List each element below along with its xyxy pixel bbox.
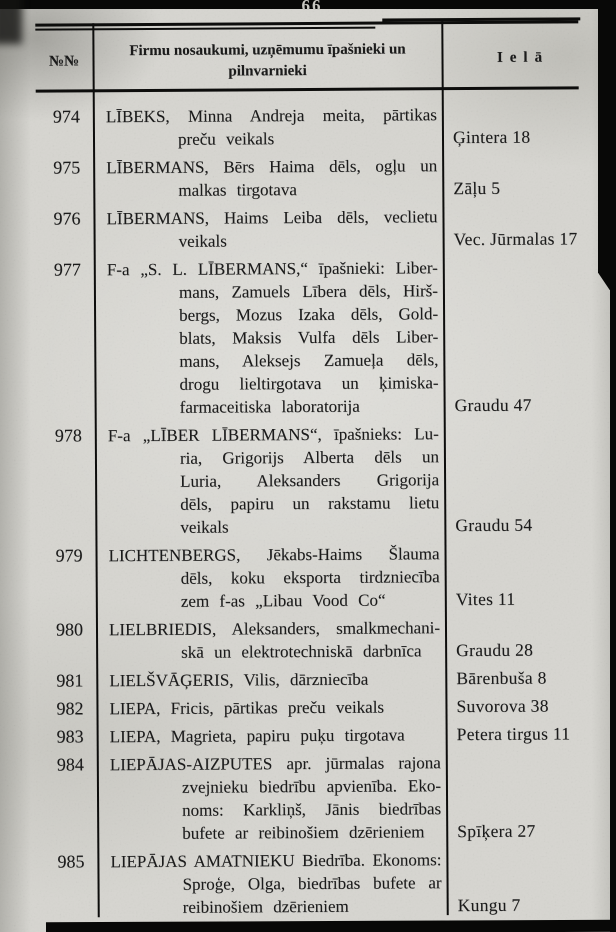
firm-description [93,154,442,202]
table-row [36,102,596,151]
table-row [39,615,599,664]
firm-description [96,667,445,692]
table-row [36,204,596,253]
firm-line: F-a „LĪBER LĪBERMANS“, īpašnieks: Lu- [107,424,439,446]
row-number: 983 [56,726,84,747]
firm-line: reibinošiem dzērieniem [182,896,349,917]
scan-corner-blot [0,0,22,44]
firm-line: mans, Aleksejs Zamueļa dēls, [179,350,439,371]
street-address: Kungu 7 [457,894,521,916]
street-address: Suvorova 38 [456,695,549,717]
firm-description [96,695,445,720]
row-number: 974 [52,106,80,127]
firm-line: LIEPA, Fricis, pārtikas preču veikals [109,697,385,719]
table-rule-header-bottom [36,86,579,92]
row-number: 981 [56,670,84,691]
firm-line: preču veikals [177,129,275,149]
firm-description [93,205,442,253]
firm-line: dēls, papiru un rakstamu lietu [180,493,440,514]
street-address: Graudu 54 [455,514,533,536]
page-number-text: 66 [301,0,323,10]
table-row [38,541,598,613]
firm-line: zem f-as „Libau Vood Co“ [180,590,386,611]
scan-edge-right-upper [598,0,616,290]
street-address: Petera tirgus 11 [456,723,571,745]
row-number: 975 [53,157,81,178]
scan-edge-right-lower [610,282,616,932]
table-row [38,421,599,539]
firm-line: LIELBRIEDIS, Aleksanders, smalkmechani- [108,618,441,640]
firm-line: Sproģe, Olga, biedrības bufete ar [182,873,442,894]
column-header-firm [93,39,441,83]
firm-description [93,103,442,151]
firm-line: mans, Zamuels Lībera dēls, Hirš- [178,281,438,302]
firm-description [97,751,447,845]
street-address: Graudu 47 [454,394,532,416]
table-rows [36,102,601,924]
row-number: 980 [55,619,84,640]
table-row [40,847,600,919]
street-address: Bārenbuša 8 [456,667,547,689]
firm-line: ria, Grigorijs Alberta dēls un [179,447,440,468]
firm-line: zvejnieku biedrību apvienība. Eko- [181,776,442,797]
firm-line: F-a „S. L. LĪBERMANS,“ īpašnieki: Liber- [106,258,438,280]
table-row [40,750,601,845]
table-row [36,153,596,202]
row-number: 984 [56,754,84,775]
firm-line: bergs, Mozus Izaka dēls, Gold- [179,304,439,325]
street-address: Ģintera 18 [452,126,531,148]
firm-line: LĪBEKS, Minna Andreja meita, pārtikas [105,105,437,127]
street-address: Vites 11 [455,588,516,610]
firm-line: LIEPA, Magrieta, papiru puķu tirgotava [109,725,405,747]
column-header-number: №№ [48,53,80,70]
table-rule-top [35,20,578,26]
street-address: Graudu 28 [456,639,534,661]
firm-line: malkas tirgotava [178,180,297,200]
table-row [40,722,600,748]
row-number: 985 [57,851,85,872]
firm-description [95,542,444,613]
firm-line: dēls, koku eksporta tirdzniecība [180,567,440,588]
street-address: Vec. Jūrmalas 17 [453,228,578,250]
column-header-street: Ielā [496,49,550,66]
firm-line: veikals [178,231,227,251]
row-number: 977 [53,259,81,280]
firm-line: farmaceitiska laboratorija [179,396,360,417]
row-number: 976 [53,208,81,229]
firm-line: LIELŠVĀĢERIS, Vilis, dārzniecība [109,669,369,691]
firm-description [97,723,446,748]
column-header-firm-line2: pilnvarnieki [228,63,307,80]
page-number [282,0,342,10]
row-number: 979 [55,545,83,566]
column-header-firm-line1: Firmu nosaukumi, uzņēmumu īpašnieki un [129,41,406,60]
row-number: 978 [54,425,82,446]
firm-line: drogu lieltirgotava un ķimiska- [179,373,439,394]
firm-line: bufete ar reibinošiem dzērieniem [182,822,425,843]
row-number: 982 [56,698,84,719]
firm-line: LĪBERMANS, Bērs Haima dēls, ogļu un [106,156,438,178]
firm-description [97,848,446,919]
firm-line: Luria, Aleksanders Grigorija [180,470,440,491]
table-row [39,666,599,692]
firm-line: noms: Karkliņš, Jānis biedrības [182,799,442,820]
firm-line: LICHTENBERGS, Jēkabs-Haims Šlauma [108,544,440,566]
street-address: Zāļu 5 [453,177,501,199]
table-rule-top-echo [35,27,375,31]
firm-line: LĪBERMANS, Haims Leiba dēls, veclietu [106,207,438,229]
firm-line: veikals [180,517,229,537]
scan-edge-bottom [46,920,616,932]
firm-line: skā un elektrotechniskā darbnīca [181,641,422,662]
table-row [37,255,598,419]
table-row [39,694,599,720]
firm-description [94,256,444,419]
street-address: Spīķera 27 [457,820,536,842]
firm-line: blats, Maksis Vulfa dēls Liber- [179,327,439,348]
firm-description [95,422,445,539]
firm-line: LIEPĀJAS-AIZPUTES apr. jūrmalas rajona [109,753,441,775]
firm-description [96,616,445,664]
firm-line: LIEPĀJAS AMATNIEKU Biedrība. Ekonoms: [110,850,442,872]
